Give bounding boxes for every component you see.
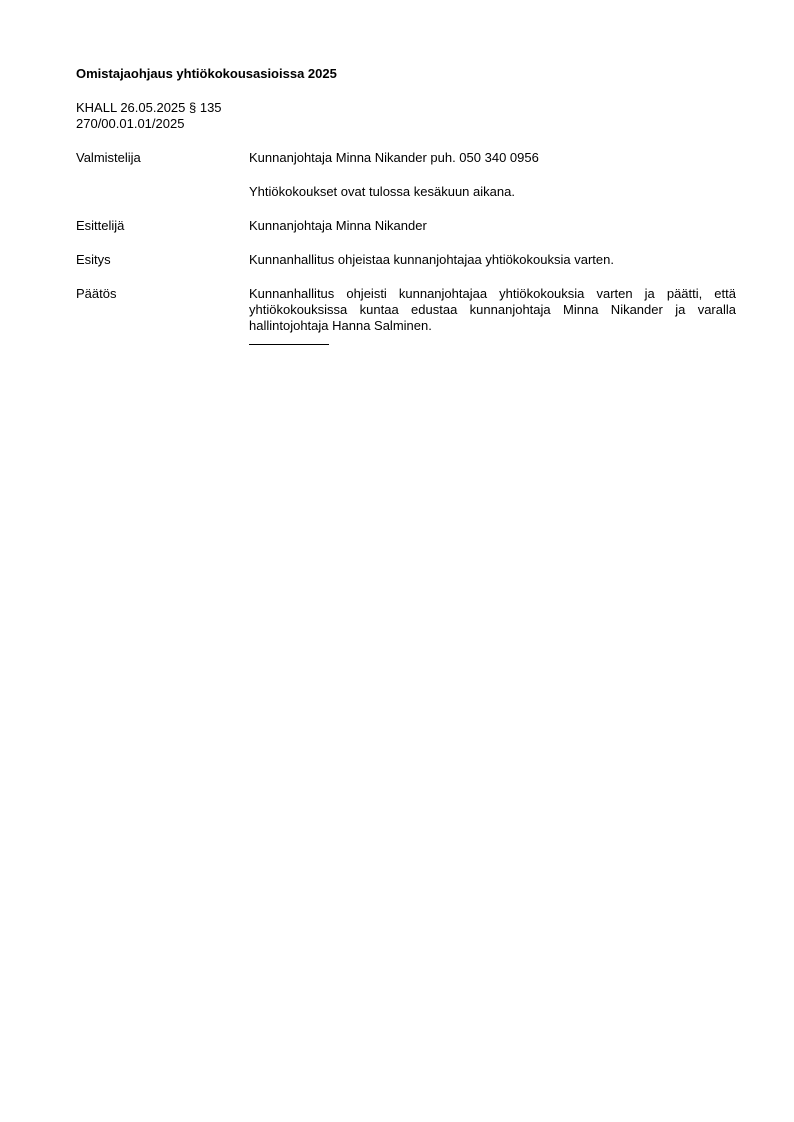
document-page [76,66,736,345]
section-content [249,286,736,334]
section-label: Päätös [76,286,117,301]
record-id: 270/00.01.01/2025 [76,116,185,131]
section-esitys [76,252,736,268]
preparer-note: Yhtiökokoukset ovat tulossa kesäkuun aikana. [249,184,515,199]
section-label: Esitys [76,252,111,267]
section-label: Esittelijä [76,218,125,233]
section-valmistelija [76,150,736,200]
presenter-text: Kunnanjohtaja Minna Nikander [249,218,427,233]
preparer-text: Kunnanjohtaja Minna Nikander puh. 050 340 0956 [249,150,539,165]
section-content [249,252,736,268]
section-content [249,218,736,234]
section-esittelija [76,218,736,234]
decision-text: Kunnanhallitus ohjeisti kunnanjohtajaa yhtiökokouksia varten ja päätti, että yhtiökokouksissa kuntaa edustaa kunnanjohtaja Minna Nikander ja varalla hallintojohtaja Hanna Salminen. [249,286,736,333]
document-meta [76,100,736,132]
section-label: Valmistelija [76,150,141,165]
proposal-text: Kunnanhallitus ohjeistaa kunnanjohtajaa yhtiökokouksia varten. [249,252,614,267]
meeting-reference: KHALL 26.05.2025 § 135 [76,100,222,115]
section-paatos [76,286,736,334]
document-title: Omistajaohjaus yhtiökokousasioissa 2025 [76,66,337,81]
section-content [249,150,736,200]
end-divider [249,344,329,345]
